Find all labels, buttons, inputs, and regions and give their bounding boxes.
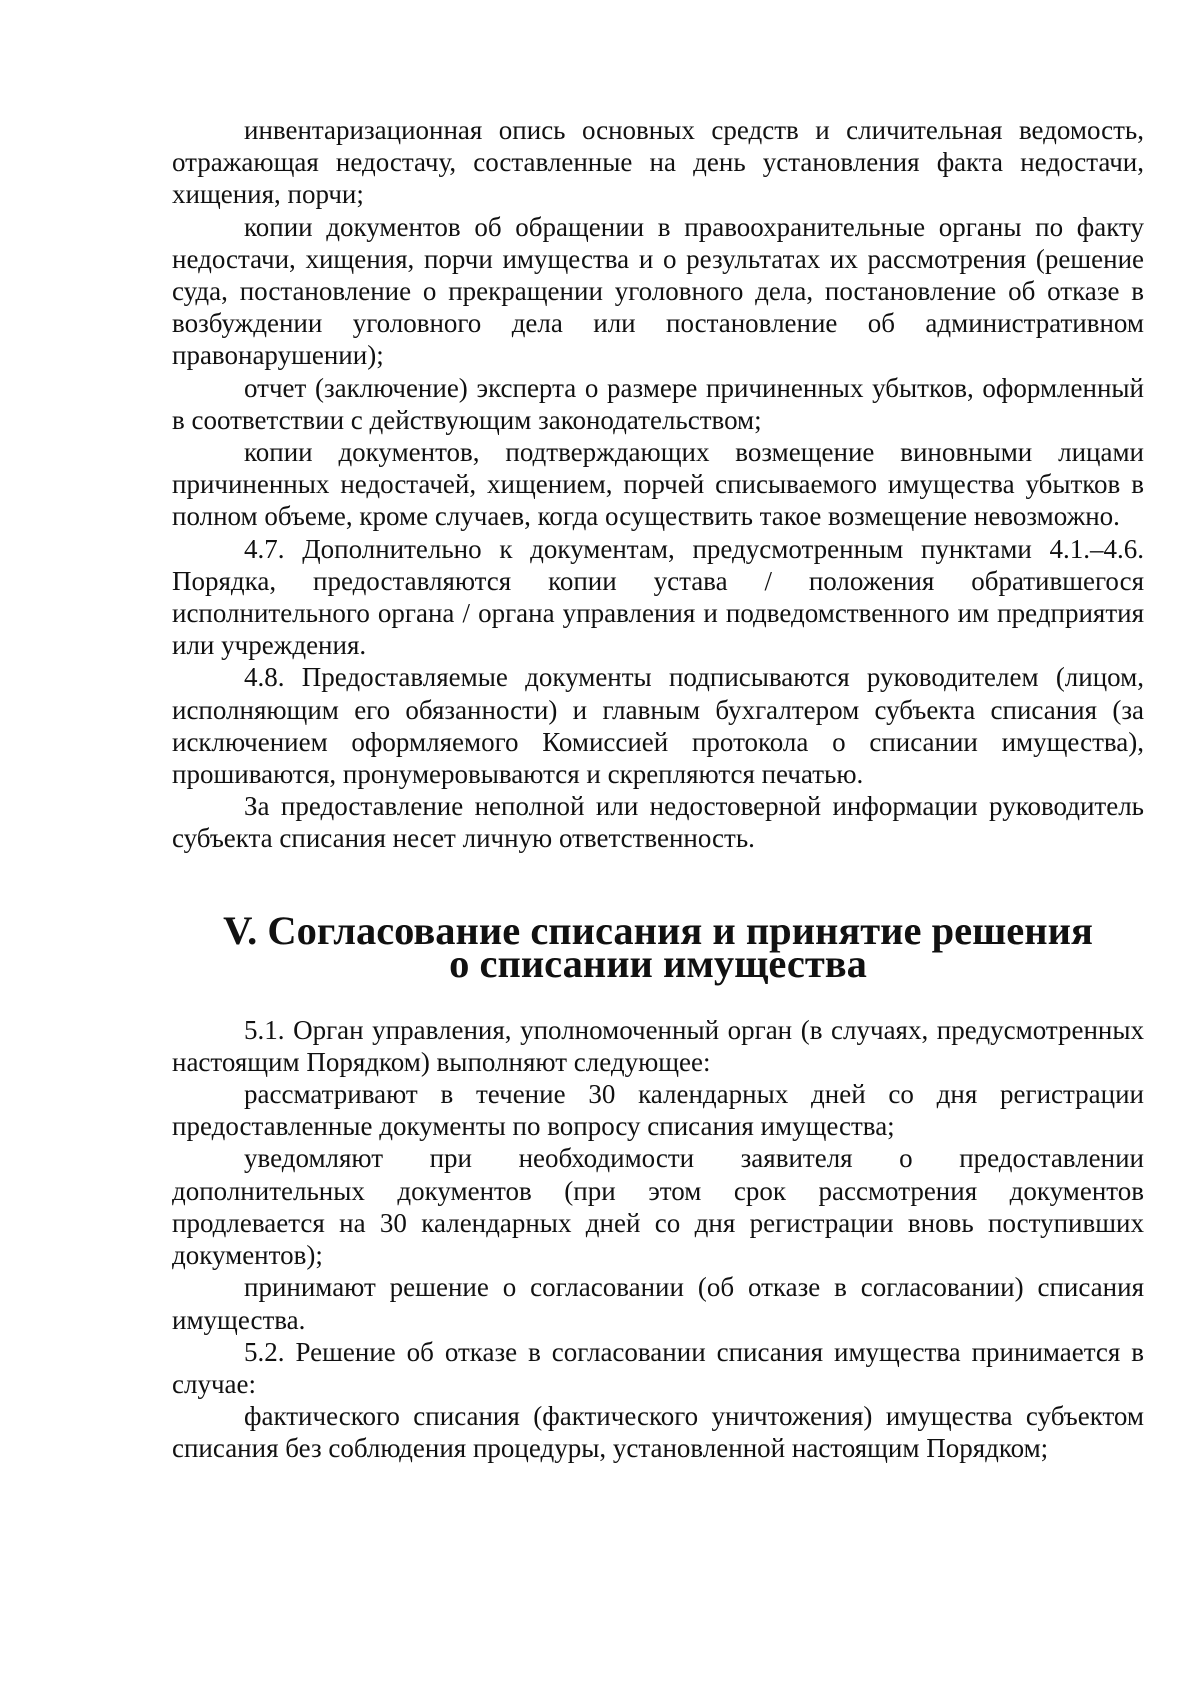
- paragraph-notify-applicant: уведомляют при необходимости заявителя о предоставлении дополнительных документов (при этом срок рассмотрения документов продлевается на 30 календарных дней со дня регистрации вновь поступивших документов);: [172, 1143, 1144, 1271]
- section-heading-line-2: о списании имущества: [449, 940, 867, 986]
- paragraph-compensation-copies: копии документов, подтверждающих возмещение виновными лицами причиненных недостачей, хищением, порчей списываемого имущества убытков в полном объеме, кроме случаев, когда осуществить такое возмещение невозможно.: [172, 437, 1144, 532]
- paragraph-4-8: 4.8. Предоставляемые документы подписываются руководителем (лицом, исполняющим его обязанности) и главным бухгалтером субъекта списания (за исключением оформляемого Комиссией протокола о списании имущества), прошиваются, пронумеровываются и скрепляются печатью.: [172, 662, 1144, 790]
- paragraph-law-enforcement-copies: копии документов об обращении в правоохранительные органы по факту недостачи, хищения, порчи имущества и о результатах их рассмотрения (решение суда, постановление о прекращении уголовного дела, постановление об отказе в возбуждении уголовного дела или постановление об административном правонарушении);: [172, 211, 1144, 371]
- section-heading-line-1: V. Согласование списания и принятие решения: [223, 907, 1093, 953]
- document-body: [172, 114, 1144, 1465]
- paragraph-5-2: 5.2. Решение об отказе в согласовании списания имущества принимается в случае:: [172, 1336, 1144, 1399]
- paragraph-decision: принимают решение о согласовании (об отказе в согласовании) списания имущества.: [172, 1272, 1144, 1335]
- paragraph-expert-report: отчет (заключение) эксперта о размере причиненных убытков, оформленный в соответствии с действующим законодательством;: [172, 372, 1144, 435]
- paragraph-inventory-list: инвентаризационная опись основных средств и сличительная ведомость, отражающая недостачу, составленные на день установления факта недостачи, хищения, порчи;: [172, 115, 1144, 210]
- paragraph-actual-writeoff: фактического списания (фактического уничтожения) имущества субъектом списания без соблюдения процедуры, установленной настоящим Порядком;: [172, 1401, 1144, 1464]
- paragraph-4-7: 4.7. Дополнительно к документам, предусмотренным пунктами 4.1.–4.6. Порядка, предоставляются копии устава / положения обратившегося исполнительного органа / органа управления и подведомственного им предприятия или учреждения.: [172, 533, 1144, 661]
- paragraph-5-1: 5.1. Орган управления, уполномоченный орган (в случаях, предусмотренных настоящим Порядком) выполняют следующее:: [172, 1014, 1144, 1077]
- paragraph-review-period: рассматривают в течение 30 календарных дней со дня регистрации предоставленные документы по вопросу списания имущества;: [172, 1079, 1144, 1142]
- paragraph-responsibility: За предоставление неполной или недостоверной информации руководитель субъекта списания несет личную ответственность.: [172, 791, 1144, 854]
- section-heading: [172, 907, 1144, 986]
